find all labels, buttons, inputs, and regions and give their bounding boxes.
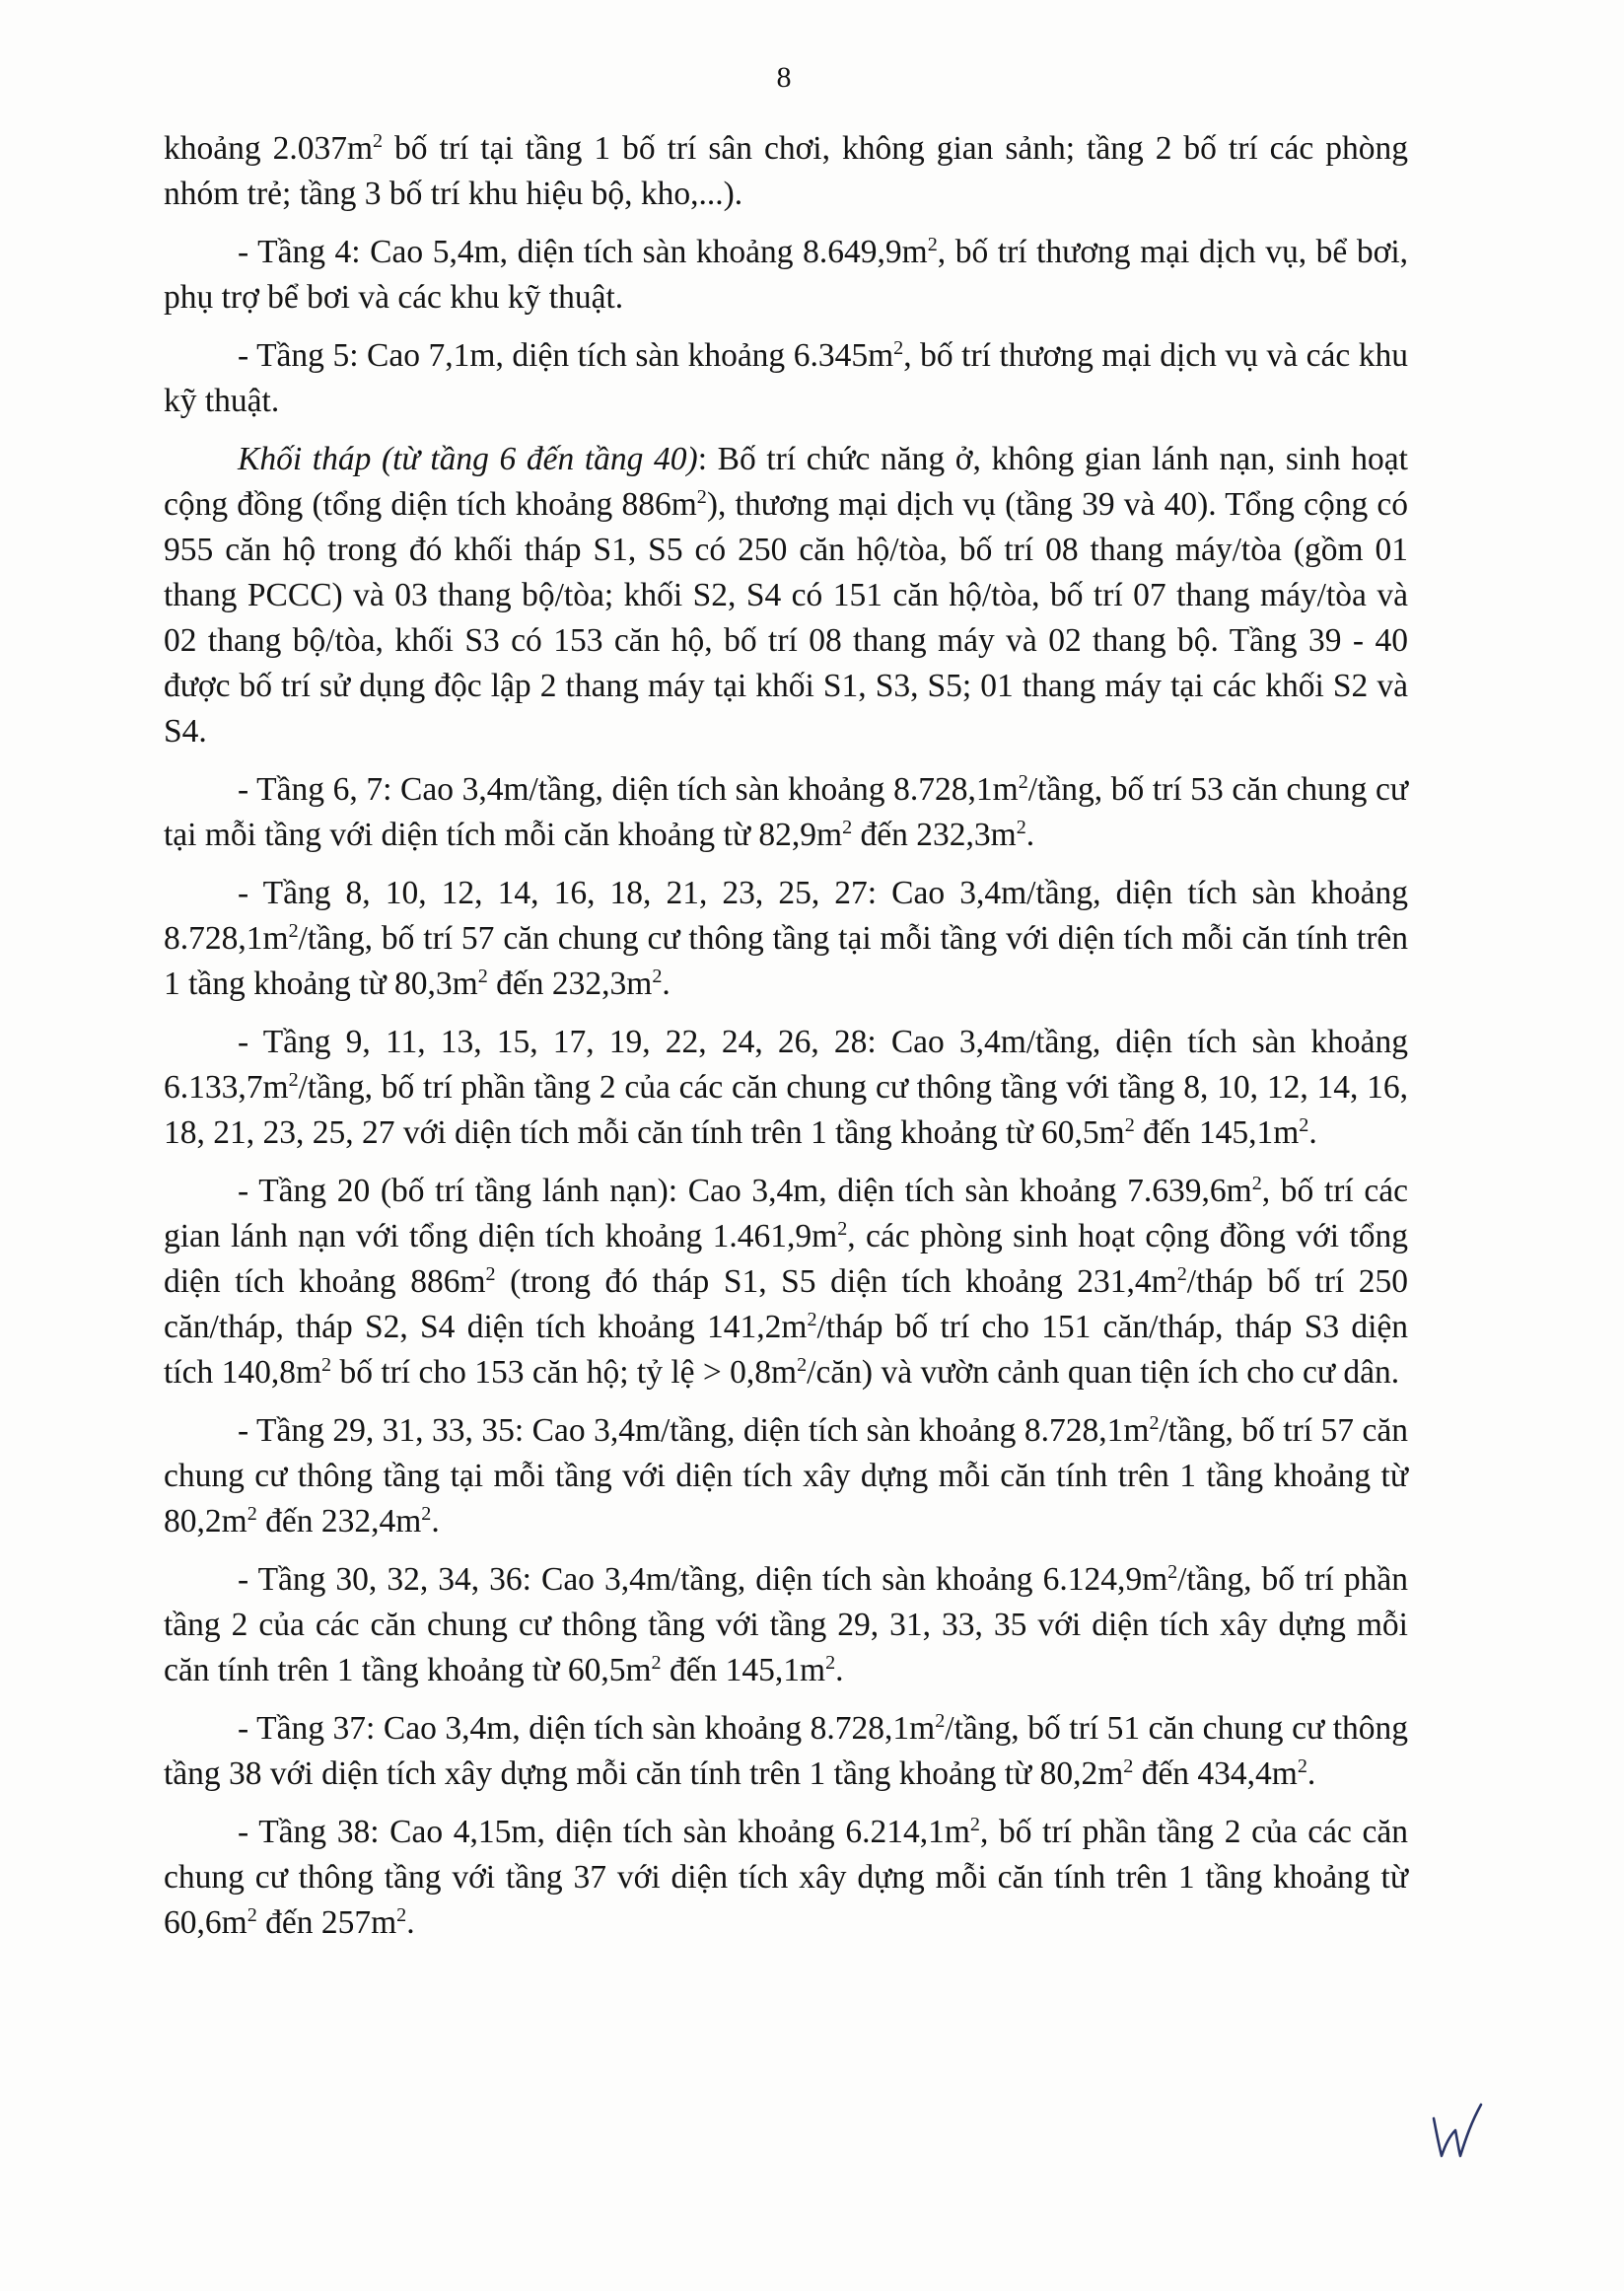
text-run: đến 232,4m [256, 1503, 422, 1539]
text-run: đến 145,1m [1134, 1114, 1300, 1151]
text-run: - Tầng 8, 10, 12, 14, 16, 18, 21, 23, 25, 27: Cao 3,4m/tầng, diện tích sàn khoảng 8.728,1m [164, 875, 1408, 957]
text-run: đến 145,1m [661, 1652, 826, 1688]
superscript: 2 [807, 1308, 817, 1330]
text-run: bố trí tại tầng 1 bố trí sân chơi, không gian sảnh; tầng 2 bố trí các phòng nhóm trẻ; tầng 3 bố trí khu hiệu bộ, kho,...). [164, 130, 1408, 212]
superscript: 2 [373, 129, 384, 152]
text-run: /tầng, bố trí phần tầng 2 của các căn chung cư thông tầng với tầng 8, 10, 12, 14, 16, 18, 21, 23, 25, 27 với diện tích mỗi căn tính trên 1 tầng khoảng từ 60,5m [164, 1069, 1408, 1151]
text-run: . [406, 1904, 415, 1941]
text-run: - Tầng 20 (bố trí tầng lánh nạn): Cao 3,4m, diện tích sàn khoảng 7.639,6m [238, 1173, 1252, 1209]
page-number: 8 [776, 61, 792, 94]
superscript: 2 [1018, 770, 1028, 793]
text-run: (trong đó tháp S1, S5 diện tích khoảng 231,4m [495, 1263, 1177, 1300]
paragraph [164, 1408, 1408, 1544]
superscript: 2 [652, 965, 663, 987]
text-run: bố trí cho 153 căn hộ; tỷ lệ > 0,8m [331, 1354, 798, 1391]
text-run: - Tầng 5: Cao 7,1m, diện tích sàn khoảng 6.345m [238, 337, 894, 374]
text-run: . [431, 1503, 440, 1539]
superscript: 2 [1167, 1560, 1178, 1583]
document-body [164, 126, 1408, 1959]
text-run: . [1306, 1755, 1316, 1792]
text-run: , bố trí các gian lánh nạn với tổng diện tích khoảng 1.461,9m [164, 1173, 1408, 1254]
text-run: - Tầng 9, 11, 13, 15, 17, 19, 22, 24, 26, 28: Cao 3,4m/tầng, diện tích sàn khoảng 6.133,7m [164, 1024, 1408, 1106]
text-run: , bố trí thương mại dịch vụ và các khu kỹ thuật. [164, 337, 1408, 419]
text-run: đến 434,4m [1133, 1755, 1298, 1792]
superscript: 2 [651, 1651, 662, 1674]
superscript: 2 [696, 485, 707, 508]
superscript: 2 [1251, 1172, 1262, 1194]
text-run: /tháp bố trí 250 căn/tháp, tháp S2, S4 diện tích khoảng 141,2m [164, 1263, 1408, 1345]
text-run: đến 232,3m [487, 966, 653, 1002]
superscript: 2 [837, 1217, 848, 1240]
text-run: /tầng, bố trí 53 căn chung cư tại mỗi tầng với diện tích mỗi căn khoảng từ 82,9m [164, 771, 1408, 853]
initial-signature [1428, 2101, 1487, 2162]
paragraph [164, 871, 1408, 1007]
text-run: - Tầng 29, 31, 33, 35: Cao 3,4m/tầng, diện tích sàn khoảng 8.728,1m [238, 1412, 1150, 1449]
superscript: 2 [477, 965, 488, 987]
superscript: 2 [1016, 816, 1026, 838]
text-run: /tầng, bố trí 57 căn chung cư thông tầng tại mỗi tầng với diện tích mỗi căn tính trên 1 tầng khoảng từ 80,3m [164, 920, 1408, 1002]
superscript: 2 [288, 919, 299, 942]
superscript: 2 [1176, 1262, 1187, 1285]
paragraph [164, 1706, 1408, 1797]
superscript: 2 [1299, 1113, 1309, 1136]
text-run: /tầng, bố trí 57 căn chung cư thông tầng tại mỗi tầng với diện tích xây dựng mỗi căn tính trên 1 tầng khoảng từ 80,2m [164, 1412, 1408, 1539]
superscript: 2 [927, 233, 938, 255]
superscript: 2 [969, 1813, 980, 1835]
paragraph [164, 1810, 1408, 1946]
superscript: 2 [893, 336, 904, 359]
text-run: . [835, 1652, 844, 1688]
text-run: - Tầng 30, 32, 34, 36: Cao 3,4m/tầng, diện tích sàn khoảng 6.124,9m [238, 1561, 1168, 1598]
superscript: 2 [797, 1353, 808, 1376]
text-run: , các phòng sinh hoạt cộng đồng với tổng diện tích khoảng 886m [164, 1218, 1409, 1300]
text-run: - Tầng 37: Cao 3,4m, diện tích sàn khoảng 8.728,1m [238, 1710, 936, 1747]
text-run: : Bố trí chức năng ở, không gian lánh nạn, sinh hoạt cộng đồng (tổng diện tích khoảng 886m [164, 441, 1408, 523]
paragraph [164, 230, 1408, 321]
superscript: 2 [247, 1502, 257, 1525]
superscript: 2 [321, 1353, 332, 1376]
paragraph [164, 1020, 1408, 1156]
paragraph [164, 126, 1408, 217]
text-run: đến 232,3m [852, 817, 1017, 853]
text-run: . [1025, 817, 1035, 853]
text-run: khoảng 2.037m [164, 130, 374, 167]
paragraph [164, 1169, 1408, 1396]
paragraph [164, 333, 1408, 424]
paragraph [164, 1557, 1408, 1693]
text-run: /căn) và vườn cảnh quan tiện ích cho cư dân. [807, 1354, 1400, 1391]
superscript: 2 [1149, 1411, 1160, 1434]
text-run: đến 257m [256, 1904, 397, 1941]
text-run: . [1308, 1114, 1317, 1151]
superscript: 2 [485, 1262, 496, 1285]
text-run: ), thương mại dịch vụ (tầng 39 và 40). Tổng cộng có 955 căn hộ trong đó khối tháp S1, S5 có 250 căn hộ/tòa, bố trí 08 thang máy/tòa (gồm 01 thang PCCC) và 03 thang bộ/tòa; khối S2, S4 có 151 căn hộ/tòa, bố trí 07 thang máy/tòa và 02 thang bộ/tòa, khối S3 có 153 căn hộ, bố trí 08 thang máy và 02 thang bộ. Tầng 39 - 40 được bố trí sử dụng độc lập 2 thang máy tại khối S1, S3, S5; 01 thang máy tại các khối S2 và S4. [164, 486, 1409, 750]
text-run: , bố trí phần tầng 2 của các căn chung cư thông tầng với tầng 37 với diện tích xây dựng mỗi căn tính trên 1 tầng khoảng từ 60,6m [164, 1814, 1409, 1941]
paragraph [164, 767, 1408, 858]
text-run: /tháp bố trí cho 151 căn/tháp, tháp S3 diện tích 140,8m [164, 1309, 1409, 1391]
text-run: , bố trí thương mại dịch vụ, bể bơi, phụ trợ bể bơi và các khu kỹ thuật. [164, 234, 1409, 316]
superscript: 2 [288, 1068, 299, 1091]
superscript: 2 [421, 1502, 432, 1525]
text-run: /tầng, bố trí 51 căn chung cư thông tầng 38 với diện tích xây dựng mỗi căn tính trên 1 tầng khoảng từ 80,2m [164, 1710, 1409, 1792]
paragraph-lead: Khối tháp (từ tầng 6 đến tầng 40) [238, 441, 698, 477]
text-run: . [662, 966, 671, 1002]
superscript: 2 [842, 816, 853, 838]
superscript: 2 [247, 1903, 257, 1926]
text-run: /tầng, bố trí phần tầng 2 của các căn chung cư thông tầng với tầng 29, 31, 33, 35 với diện tích xây dựng mỗi căn tính trên 1 tầng khoảng từ 60,5m [164, 1561, 1408, 1688]
superscript: 2 [1123, 1754, 1134, 1777]
superscript: 2 [1124, 1113, 1135, 1136]
text-run: - Tầng 6, 7: Cao 3,4m/tầng, diện tích sàn khoảng 8.728,1m [238, 771, 1019, 808]
superscript: 2 [935, 1709, 946, 1732]
text-run: - Tầng 4: Cao 5,4m, diện tích sàn khoảng 8.649,9m [238, 234, 928, 270]
paragraph [164, 437, 1408, 754]
text-run: - Tầng 38: Cao 4,15m, diện tích sàn khoảng 6.214,1m [238, 1814, 970, 1850]
superscript: 2 [396, 1903, 407, 1926]
superscript: 2 [1297, 1754, 1307, 1777]
superscript: 2 [825, 1651, 836, 1674]
